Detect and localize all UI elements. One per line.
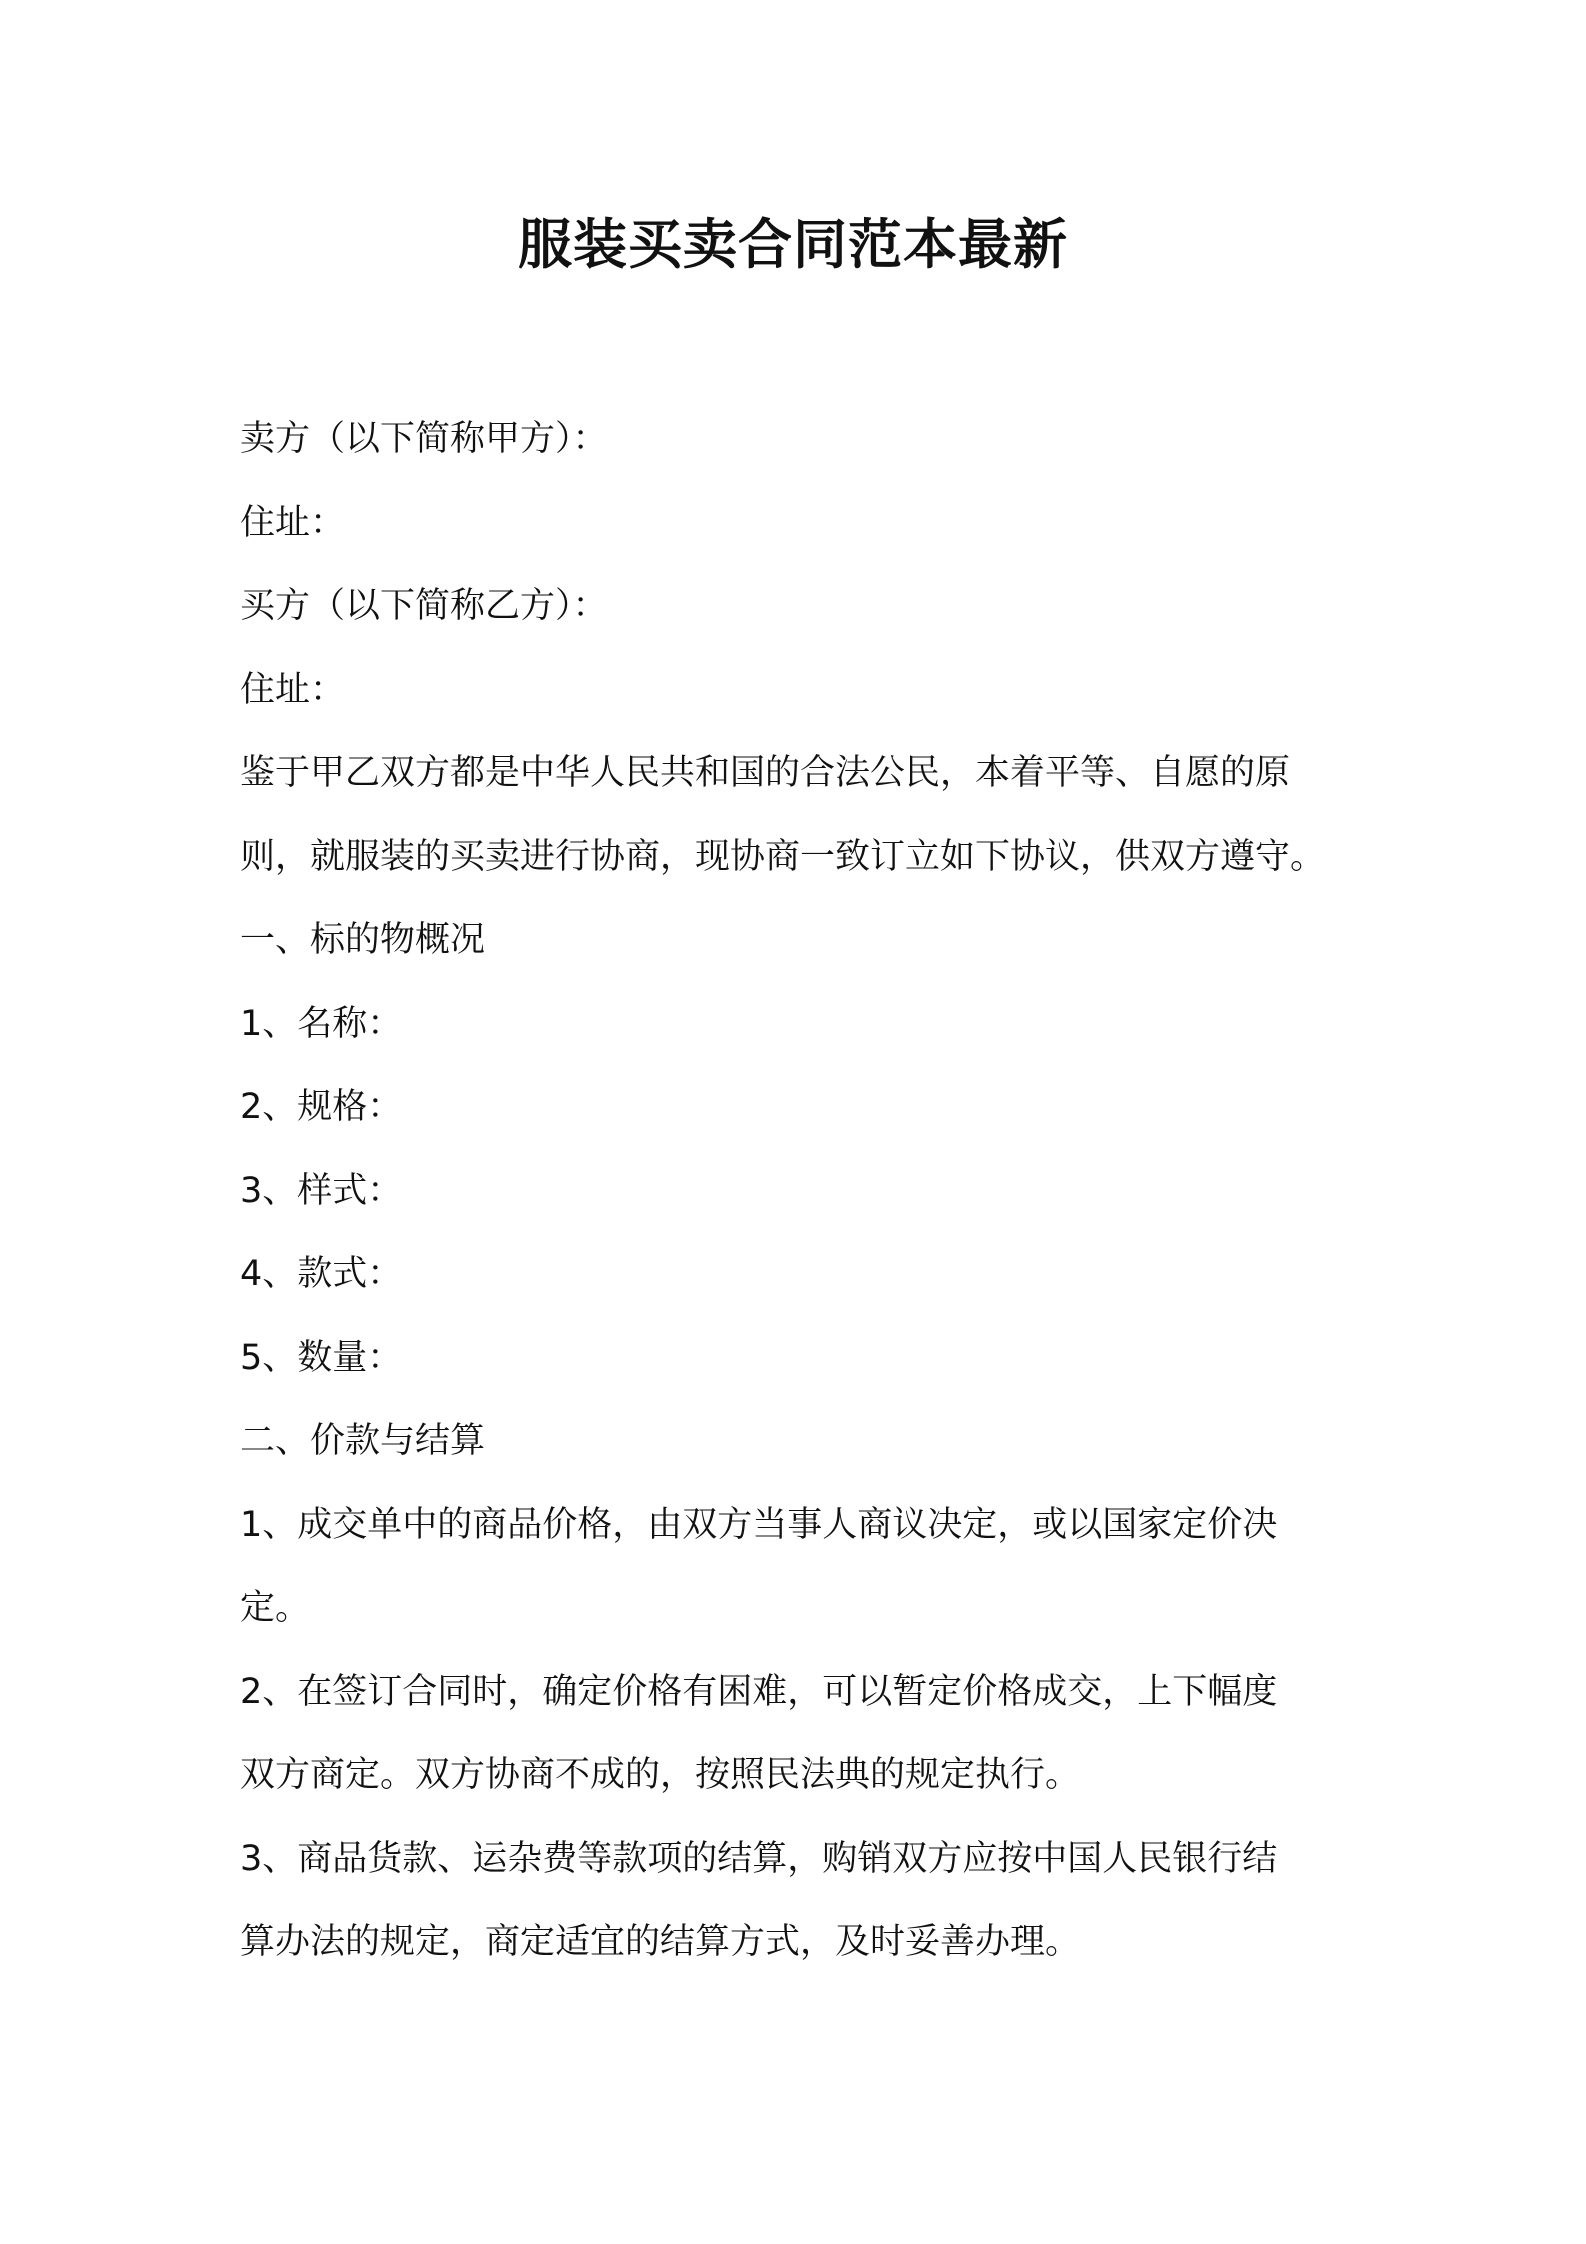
item-spec-line: 2、规格： [240, 1087, 403, 1127]
preamble-line-1: 鉴于甲乙双方都是中华人民共和国的合法公民，本着平等、自愿的原 [240, 753, 1291, 793]
clause-3-line-2: 算办法的规定，商定适宜的结算方式，及时妥善办理。 [240, 1922, 1081, 1962]
preamble-line-2: 则，就服装的买卖进行协商，现协商一致订立如下协议，供双方遵守。 [240, 836, 1326, 877]
buyer-address-line: 住址： [240, 669, 346, 710]
item-name-line: 1、名称： [240, 1003, 403, 1044]
item-model-line: 4、款式： [240, 1254, 403, 1294]
section-heading-2: 二、价款与结算 [240, 1421, 486, 1461]
document-title: 服装买卖合同范本最新 [518, 213, 1068, 276]
clause-2-line-2: 双方商定。双方协商不成的，按照民法典的规定执行。 [240, 1755, 1081, 1795]
item-style-line: 3、样式： [240, 1170, 403, 1211]
seller-address-line: 住址： [240, 502, 346, 543]
clause-3-line-1: 3、商品货款、运杂费等款项的结算，购销双方应按中国人民银行结 [240, 1838, 1278, 1879]
clause-2-line-1: 2、在签订合同时，确定价格有困难，可以暂定价格成交，上下幅度 [240, 1671, 1278, 1712]
buyer-line: 买方（以下简称乙方）： [240, 586, 608, 626]
section-heading-1: 一、标的物概况 [240, 920, 486, 960]
clause-1-line-2: 定。 [240, 1588, 311, 1628]
item-quantity-line: 5、数量： [240, 1337, 403, 1378]
document-body [240, 398, 1360, 1985]
clause-1-line-1: 1、成交单中的商品价格，由双方当事人商议决定，或以国家定价决 [240, 1504, 1278, 1545]
seller-line: 卖方（以下简称甲方）： [240, 419, 608, 459]
